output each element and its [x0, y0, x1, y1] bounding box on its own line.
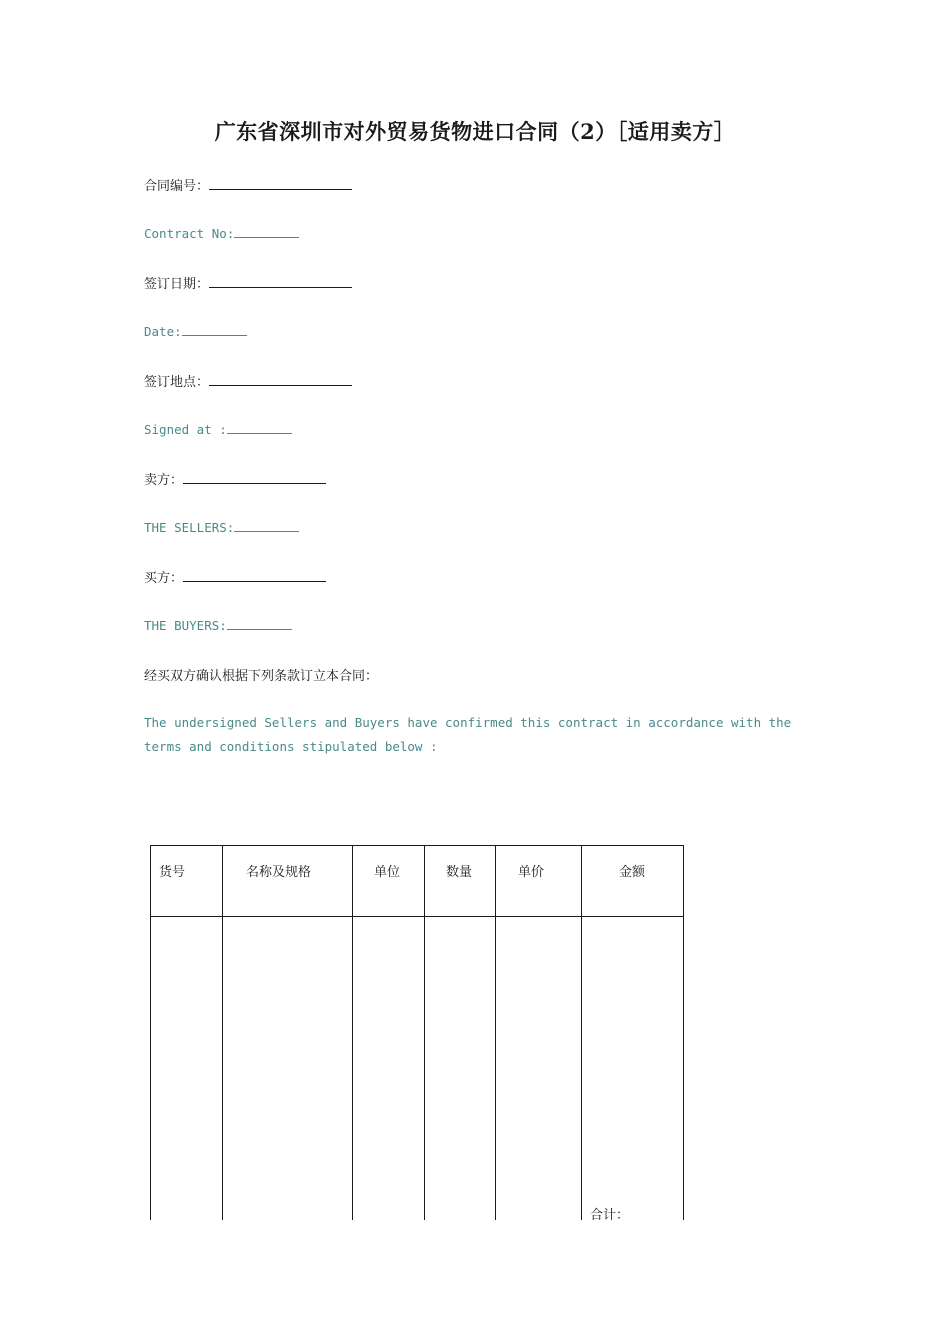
total-label: 合计： [590, 1208, 630, 1223]
place-cn-blank[interactable] [209, 371, 352, 386]
buyers-en-label: THE BUYERS: [144, 618, 227, 633]
table-col-rule [581, 845, 582, 1220]
date-en-label: Date: [144, 324, 182, 339]
buyers-en [144, 617, 292, 633]
sellers-cn-label: 卖方： [144, 473, 184, 488]
sellers-en [144, 519, 299, 535]
header-amount: 金额 [619, 865, 646, 880]
intro-cn: 经买双方确认根据下列条款订立本合同： [144, 669, 379, 684]
header-unit: 单位 [374, 865, 401, 880]
header-quantity: 数量 [446, 865, 473, 880]
sellers-en-blank[interactable] [234, 519, 299, 532]
contract-no-cn [144, 175, 352, 194]
contract-no-en-label: Contract No: [144, 226, 235, 241]
table-col-rule [424, 845, 425, 1220]
date-cn-label: 签订日期： [144, 277, 210, 292]
place-cn [144, 371, 352, 390]
header-item-no: 货号 [159, 865, 186, 880]
buyers-cn-label: 买方： [144, 571, 184, 586]
sellers-cn-blank[interactable] [183, 469, 326, 484]
header-name-spec: 名称及规格 [246, 865, 312, 880]
table-header-rule [150, 916, 684, 917]
table-col-rule [683, 845, 684, 1220]
buyers-en-blank[interactable] [227, 617, 292, 630]
buyers-cn-blank[interactable] [183, 567, 326, 582]
table-col-rule [495, 845, 496, 1220]
contract-no-en-blank[interactable] [234, 225, 299, 238]
table-col-rule [150, 845, 151, 1220]
place-en-label: Signed at : [144, 422, 227, 437]
buyers-cn [144, 567, 326, 586]
table-col-rule [222, 845, 223, 1220]
contract-no-cn-blank[interactable] [209, 175, 352, 190]
header-unit-price: 单价 [518, 865, 545, 880]
sellers-cn [144, 469, 326, 488]
place-cn-label: 签订地点： [144, 375, 210, 390]
date-en [144, 323, 247, 339]
contract-no-cn-label: 合同编号： [144, 179, 210, 194]
date-cn-blank[interactable] [209, 273, 352, 288]
place-en-blank[interactable] [227, 421, 292, 434]
place-en [144, 421, 292, 437]
contract-no-en [144, 225, 299, 241]
date-en-blank[interactable] [182, 323, 247, 336]
sellers-en-label: THE SELLERS: [144, 520, 235, 535]
table-col-rule [352, 845, 353, 1220]
date-cn [144, 273, 352, 292]
intro-en: The undersigned Sellers and Buyers have confirmed this contract in accordance with the terms and conditions stipulated below : [144, 715, 792, 754]
document-title: 广东省深圳市对外贸易货物进口合同（2）［适用卖方］ [214, 119, 736, 144]
table-top-rule [150, 845, 684, 846]
